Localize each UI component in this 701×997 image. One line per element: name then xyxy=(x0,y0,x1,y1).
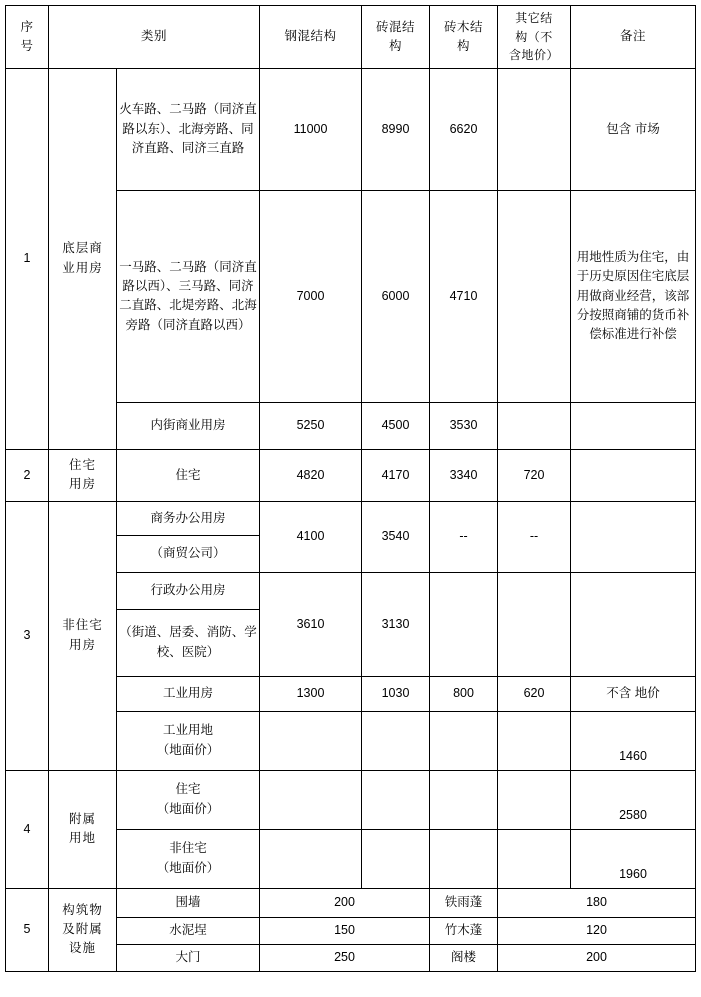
value-steel-concrete: 5250 xyxy=(260,402,362,449)
header-brick-concrete-line2: 构 xyxy=(389,38,403,53)
row-category-1 xyxy=(49,68,117,449)
value-brick-wood xyxy=(430,770,498,829)
value-brick-concrete: 3540 xyxy=(362,501,430,572)
header-category: 类别 xyxy=(49,6,260,69)
value-remark xyxy=(571,572,696,676)
value-remark: 1960 xyxy=(571,829,696,888)
item-name xyxy=(117,711,260,770)
item-name-line2: （地面价） xyxy=(156,860,220,875)
header-other-line3: 含地价） xyxy=(509,48,560,63)
value-steel-concrete: 3610 xyxy=(260,572,362,676)
item-name: 商务办公用房 xyxy=(117,501,260,535)
table-header-row xyxy=(6,6,696,69)
row-category-2-line2: 用房 xyxy=(68,477,96,492)
value-brick-wood: 3340 xyxy=(430,449,498,501)
value-b: 200 xyxy=(498,944,696,971)
value-brick-concrete xyxy=(362,829,430,888)
table-row xyxy=(6,888,696,917)
value-other: 620 xyxy=(498,676,571,711)
row-category-3-line2: 用房 xyxy=(68,637,96,652)
value-other xyxy=(498,711,571,770)
value-other xyxy=(498,190,571,402)
value-steel-concrete: 4820 xyxy=(260,449,362,501)
value-other xyxy=(498,402,571,449)
item-name-line1: 非住宅 xyxy=(169,841,207,856)
row-category-2 xyxy=(49,449,117,501)
value-brick-concrete: 6000 xyxy=(362,190,430,402)
value-a: 250 xyxy=(260,944,430,971)
item-name: 行政办公用房 xyxy=(117,572,260,609)
value-brick-wood: 6620 xyxy=(430,68,498,190)
item-name: 大门 xyxy=(117,944,260,971)
item-name-sub: （街道、居委、消防、学校、医院） xyxy=(117,609,260,676)
value-remark: 不含 地价 xyxy=(571,676,696,711)
value-other xyxy=(498,572,571,676)
value-brick-wood: 3530 xyxy=(430,402,498,449)
value-steel-concrete xyxy=(260,829,362,888)
row-no-1: 1 xyxy=(6,68,49,449)
row-no-4: 4 xyxy=(6,770,49,888)
header-brick-wood-line2: 构 xyxy=(457,38,471,53)
header-remark: 备注 xyxy=(571,6,696,69)
item-name: 一马路、二马路（同济直路以西）、三马路、同济二直路、北堤旁路、北海旁路（同济直路以西） xyxy=(117,190,260,402)
header-brick-concrete-line1: 砖混结 xyxy=(376,19,416,34)
header-brick-concrete xyxy=(362,6,430,69)
row-category-3 xyxy=(49,501,117,770)
row-category-4-line1: 附属 xyxy=(68,811,96,826)
value-brick-concrete: 1030 xyxy=(362,676,430,711)
header-other-line2: 构（不 xyxy=(515,29,553,44)
item-name: 围墙 xyxy=(117,888,260,917)
value-steel-concrete: 11000 xyxy=(260,68,362,190)
item-name-line2: （地面价） xyxy=(156,742,220,757)
row-category-4-line2: 用地 xyxy=(68,831,96,846)
value-other: -- xyxy=(498,501,571,572)
value-remark: 2580 xyxy=(571,770,696,829)
item-name: 火车路、二马路（同济直路以东）、北海旁路、同济直路、同济三直路 xyxy=(117,68,260,190)
item-name-b: 铁雨蓬 xyxy=(430,888,498,917)
value-brick-concrete: 4500 xyxy=(362,402,430,449)
item-name xyxy=(117,770,260,829)
row-category-1-line1: 底层商 xyxy=(62,241,103,256)
row-category-3-line1: 非住宅 xyxy=(62,618,103,633)
table-row xyxy=(6,770,696,829)
header-no-line2: 号 xyxy=(20,38,34,53)
compensation-standard-table xyxy=(5,5,696,972)
value-remark: 1460 xyxy=(571,711,696,770)
row-category-2-line1: 住宅 xyxy=(68,457,96,472)
value-brick-concrete xyxy=(362,770,430,829)
value-remark xyxy=(571,402,696,449)
row-category-5-line1: 构筑物 xyxy=(62,902,103,917)
value-other: 720 xyxy=(498,449,571,501)
row-no-2: 2 xyxy=(6,449,49,501)
header-no xyxy=(6,6,49,69)
item-name: 工业用房 xyxy=(117,676,260,711)
value-brick-concrete: 3130 xyxy=(362,572,430,676)
header-other-structure xyxy=(498,6,571,69)
value-other xyxy=(498,68,571,190)
value-brick-wood xyxy=(430,711,498,770)
value-brick-concrete xyxy=(362,711,430,770)
item-name-b: 阁楼 xyxy=(430,944,498,971)
header-other-line1: 其它结 xyxy=(515,11,553,25)
row-category-5-line2: 及附属 xyxy=(62,922,103,937)
value-remark: 用地性质为住宅，由于历史原因住宅底层用做商业经营，该部分按照商铺的货币补偿标准进行补偿 xyxy=(571,190,696,402)
value-remark xyxy=(571,449,696,501)
item-name: 内街商业用房 xyxy=(117,402,260,449)
row-no-5: 5 xyxy=(6,888,49,971)
value-steel-concrete: 7000 xyxy=(260,190,362,402)
item-name-line2: （地面价） xyxy=(156,801,220,816)
value-remark: 包含 市场 xyxy=(571,68,696,190)
value-other xyxy=(498,770,571,829)
item-name: 住宅 xyxy=(117,449,260,501)
value-remark xyxy=(571,501,696,572)
row-category-1-line2: 业用房 xyxy=(62,260,103,275)
value-b: 120 xyxy=(498,917,696,944)
row-category-4 xyxy=(49,770,117,888)
value-brick-concrete: 4170 xyxy=(362,449,430,501)
table-row xyxy=(6,501,696,535)
header-brick-wood-line1: 砖木结 xyxy=(444,19,484,34)
header-steel-concrete: 钢混结构 xyxy=(260,6,362,69)
value-steel-concrete xyxy=(260,711,362,770)
value-brick-wood: 4710 xyxy=(430,190,498,402)
item-name: 水泥埕 xyxy=(117,917,260,944)
value-brick-concrete: 8990 xyxy=(362,68,430,190)
value-brick-wood: 800 xyxy=(430,676,498,711)
table-row xyxy=(6,449,696,501)
value-a: 200 xyxy=(260,888,430,917)
item-name-line1: 工业用地 xyxy=(163,723,214,738)
value-brick-wood xyxy=(430,572,498,676)
value-steel-concrete: 4100 xyxy=(260,501,362,572)
value-brick-wood xyxy=(430,829,498,888)
row-no-3: 3 xyxy=(6,501,49,770)
item-name-b: 竹木蓬 xyxy=(430,917,498,944)
row-category-5 xyxy=(49,888,117,971)
value-steel-concrete xyxy=(260,770,362,829)
value-b: 180 xyxy=(498,888,696,917)
header-no-line1: 序 xyxy=(20,19,34,34)
item-name xyxy=(117,829,260,888)
header-brick-wood xyxy=(430,6,498,69)
item-name-line1: 住宅 xyxy=(175,782,201,797)
table-row xyxy=(6,68,696,190)
value-a: 150 xyxy=(260,917,430,944)
value-other xyxy=(498,829,571,888)
value-steel-concrete: 1300 xyxy=(260,676,362,711)
row-category-5-line3: 设施 xyxy=(68,941,96,956)
value-brick-wood: -- xyxy=(430,501,498,572)
item-name-sub: （商贸公司） xyxy=(117,535,260,572)
